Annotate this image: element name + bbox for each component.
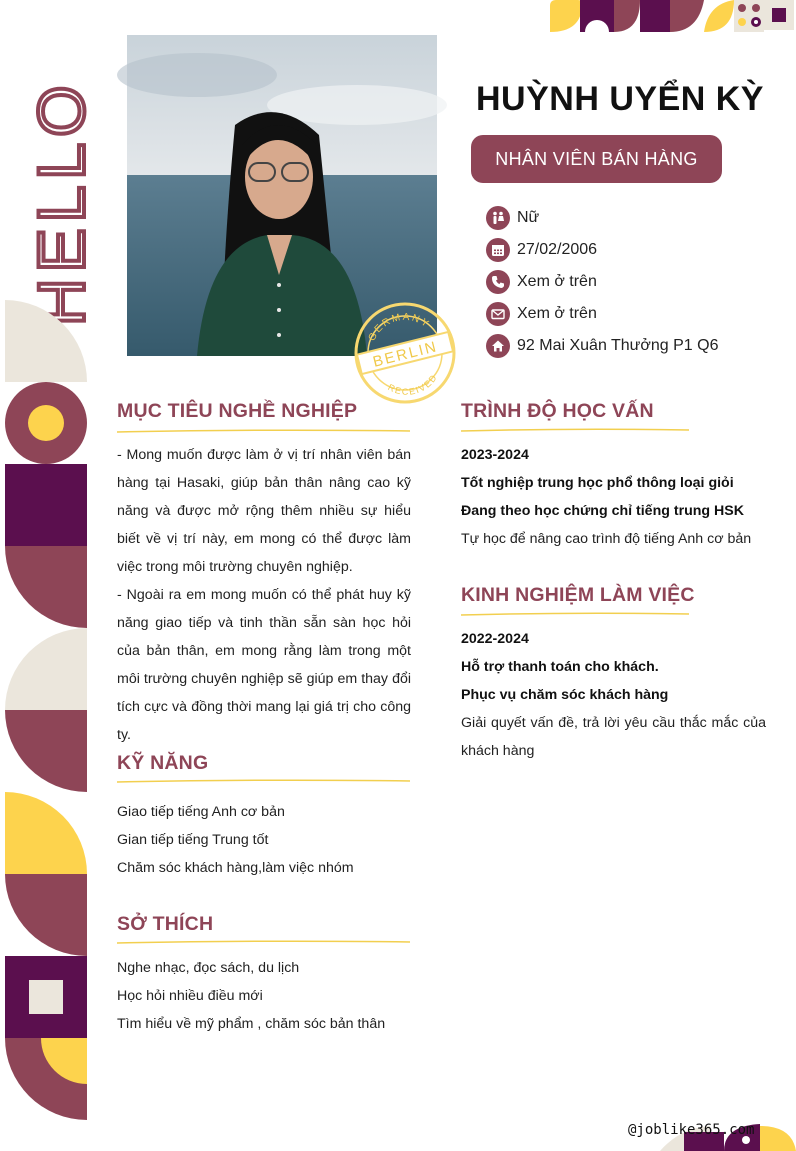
info-address-text: 92 Mai Xuân Thưởng P1 Q6 [517,337,719,354]
hello-label: HELLO [24,79,98,326]
phone-icon [486,270,510,294]
education-item: Tự học để nâng cao trình độ tiếng Anh cơ bản [461,531,752,547]
info-gender [486,202,786,234]
calendar-icon [486,238,510,262]
education-item: Tốt nghiệp trung học phổ thông loại giỏi [461,475,734,491]
candidate-name: HUỲNH UYỂN KỲ [476,80,764,118]
list-item: Học hỏi nhiều điều mới [117,988,263,1004]
list-item: Chăm sóc khách hàng,làm việc nhóm [117,860,354,876]
objective-paragraph-2: - Ngoài ra em mong muốn có thể phát huy kỹ năng giao tiếp và tinh thần sẵn sàn học hỏi của bản thân, em mong rằng làm trong một môi trường chuyên nghiệp sẽ giúp em thay đổi tích cực và đồng thời mang lại giá trị cho công ty. [117,587,411,743]
info-email [486,298,786,330]
objective-title: MỤC TIÊU NGHỀ NGHIỆP [117,400,358,422]
personal-info [486,202,786,362]
experience-period: 2022-2024 [461,631,529,647]
top-decoration [548,0,796,32]
home-icon [486,334,510,358]
info-birthdate [486,234,786,266]
gender-icon [486,206,510,230]
education-period: 2023-2024 [461,447,529,463]
skills-title: KỸ NĂNG [117,752,209,774]
experience-list [461,625,766,765]
footer-watermark: @joblike365.com [628,1122,755,1138]
experience-item: Phục vụ chăm sóc khách hàng [461,687,669,703]
objective-underline [117,429,410,433]
berlin-stamp [352,300,458,406]
hobbies-list [117,954,417,1038]
education-title: TRÌNH ĐỘ HỌC VẤN [461,400,654,422]
experience-item: Hỗ trợ thanh toán cho khách. [461,659,659,675]
stamp-top-text: GERMANY [366,311,432,344]
objective-paragraph-1: - Mong muốn được làm ở vị trí nhân viên bán hàng tại Hasaki, giúp bản thân nâng cao kỹ năng và được mở rộng thêm nhiều sự hiểu biết về vị trí này, em mong có thể được làm việc trong môi trường chuyên nghiệp. [117,447,411,575]
list-item: Giao tiếp tiếng Anh cơ bản [117,804,285,820]
hello-text [24,58,98,328]
info-email-text: Xem ở trên [517,305,597,322]
info-phone-text: Xem ở trên [517,273,597,290]
email-icon [486,302,510,326]
experience-item: Giải quyết vấn đề, trả lời yêu cầu thắc mắc của khách hàng [461,715,766,759]
experience-underline [461,612,689,616]
info-phone [486,266,786,298]
experience-title: KINH NGHIỆM LÀM VIỆC [461,584,695,606]
stamp-bottom-text: RECEIVED [386,371,440,397]
education-item: Đang theo học chứng chỉ tiếng trung HSK [461,503,744,519]
hobbies-title: SỞ THÍCH [117,913,214,935]
svg-text:RECEIVED [384,370,442,402]
job-title-badge: NHÂN VIÊN BÁN HÀNG [471,135,722,183]
left-decoration [5,300,87,1120]
info-address [486,330,786,362]
hobbies-underline [117,940,410,944]
list-item: Tìm hiểu về mỹ phẩm , chăm sóc bản thân [117,1016,386,1032]
skills-list [117,798,417,882]
education-list [461,441,766,553]
info-gender-text: Nữ [517,209,540,226]
stamp-middle-text: BERLIN [371,338,440,371]
education-underline [461,428,689,432]
list-item: Nghe nhạc, đọc sách, du lịch [117,960,300,976]
skills-underline [117,779,410,783]
info-birthdate-text: 27/02/2006 [517,241,598,258]
list-item: Gian tiếp tiếng Trung tốt [117,832,269,848]
